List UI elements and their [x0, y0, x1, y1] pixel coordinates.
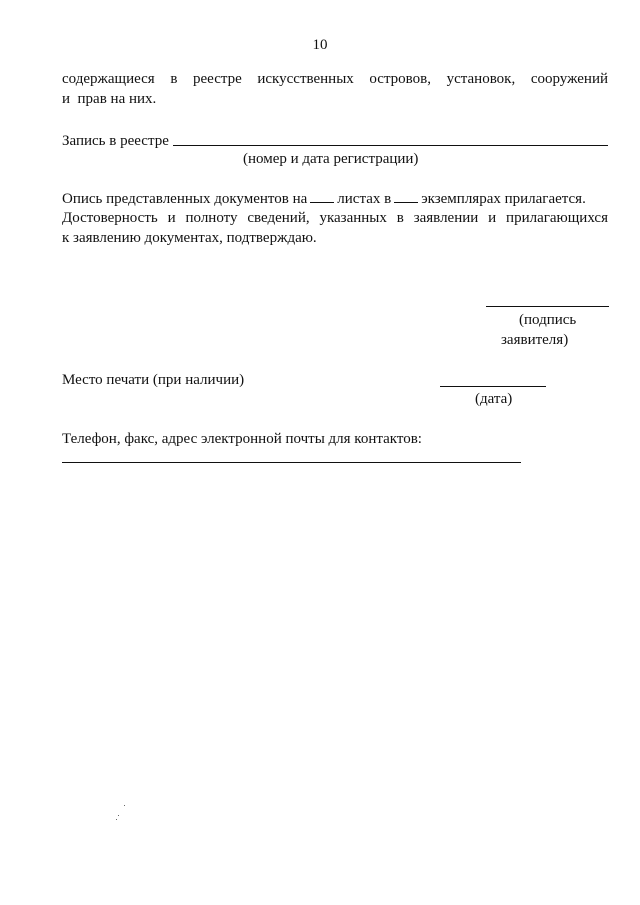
registry-entry-field-line [173, 145, 608, 146]
stamp-place-label: Место печати (при наличии) [62, 372, 245, 388]
inventory-text-3: экземплярах прилагается. [421, 191, 586, 207]
inventory-text-1: Опись представленных документов на [62, 191, 308, 207]
word: сооружений [530, 71, 608, 87]
word: и [167, 210, 176, 226]
word: содержащиеся [62, 71, 155, 87]
registry-entry-label: Запись в реестре [62, 133, 169, 149]
word: сведений, [247, 210, 310, 226]
word: прилагающихся [506, 210, 608, 226]
scan-speck [118, 815, 119, 816]
inventory-line [62, 190, 586, 208]
scan-speck [116, 819, 117, 820]
date-line [440, 386, 546, 387]
page-number: 10 [312, 37, 328, 53]
attestation-line-1 [62, 209, 608, 227]
copies-count-blank [394, 190, 418, 203]
registry-entry-caption: (номер и дата регистрации) [243, 151, 419, 167]
word: искусственных [257, 71, 354, 87]
word: реестре [193, 71, 242, 87]
word: в [396, 210, 404, 226]
attestation-line-2: к заявлению документах, подтверждаю. [62, 230, 317, 246]
signature-caption-line-2: заявителя) [501, 332, 569, 348]
inventory-text-2: листах в [337, 191, 392, 207]
contacts-label: Телефон, факс, адрес электронной почты для контактов: [62, 431, 422, 447]
word: заявлении [413, 210, 479, 226]
paragraph-1-line-1 [62, 70, 608, 88]
word: установок, [446, 71, 516, 87]
word: в [170, 71, 178, 87]
word: указанных [319, 210, 387, 226]
paragraph-1-line-2: и прав на них. [62, 91, 157, 107]
word: и [488, 210, 497, 226]
word: полноту [185, 210, 238, 226]
word: Достоверность [62, 210, 158, 226]
sheets-count-blank [310, 190, 334, 203]
word: островов, [369, 71, 431, 87]
signature-caption-line-1: (подпись [519, 312, 577, 328]
date-caption: (дата) [475, 391, 513, 407]
signature-line [486, 306, 609, 307]
scan-speck [124, 805, 125, 806]
contacts-field-line [62, 462, 521, 463]
